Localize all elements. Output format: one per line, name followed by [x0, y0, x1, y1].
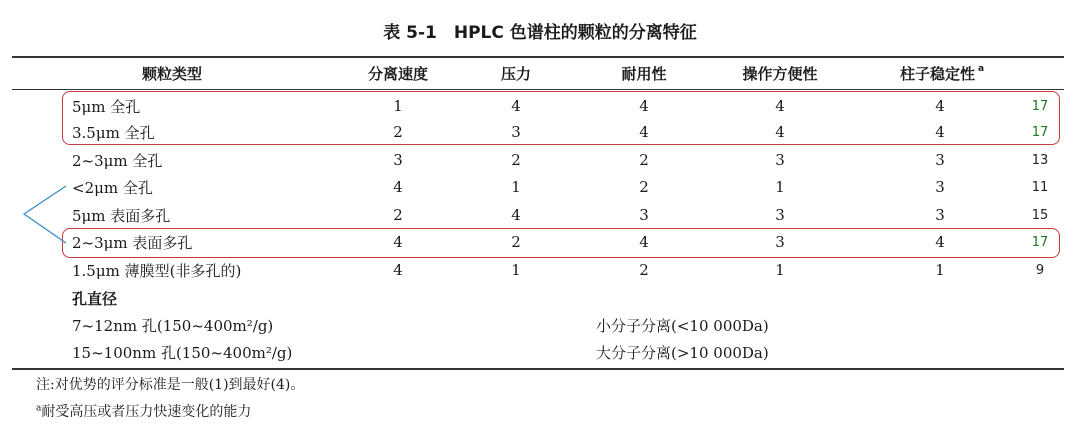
header-ease-label: 操作方便性 [742, 64, 818, 83]
cell-ease: 4 [775, 123, 785, 141]
table-row [0, 119, 1080, 145]
header-pressure-label: 压力 [500, 64, 531, 83]
pore-row [0, 340, 1080, 364]
header-type [72, 60, 272, 86]
table-row [0, 229, 1080, 255]
cell-total-score: 17 [1031, 234, 1049, 250]
cell-type: 1.5μm 薄膜型(非多孔的) [72, 261, 242, 280]
cell-total-score: 17 [1031, 98, 1049, 114]
cell-speed: 4 [393, 233, 403, 251]
cell-durability: 2 [639, 261, 649, 279]
cell-durability: 4 [639, 97, 649, 115]
cell-pressure: 1 [511, 261, 521, 279]
pore-application: 大分子分离(>10 000Da) [596, 343, 769, 362]
table-row [0, 257, 1080, 283]
footnote-stability [36, 401, 251, 421]
table-title: 表 5-1 HPLC 色谱柱的颗粒的分离特征 [383, 23, 697, 43]
cell-speed: 2 [393, 206, 403, 224]
header-speed-label: 分离速度 [367, 64, 428, 83]
cell-type: 3.5μm 全孔 [72, 123, 155, 142]
cell-total-score: 15 [1031, 207, 1049, 223]
cell-stability: 1 [935, 261, 945, 279]
cell-stability: 4 [935, 233, 945, 251]
cell-pressure: 3 [511, 123, 521, 141]
header-ease [720, 60, 840, 86]
header-pressure [456, 60, 576, 86]
cell-speed: 1 [393, 97, 403, 115]
cell-speed: 3 [393, 151, 403, 169]
cell-total-score: 11 [1031, 179, 1049, 195]
cell-pressure: 4 [511, 97, 521, 115]
table-row [0, 174, 1080, 200]
cell-stability: 3 [935, 151, 945, 169]
table-row [0, 93, 1080, 119]
header-stability-footnote-mark: a [977, 64, 985, 74]
header-durability-label: 耐用性 [621, 64, 667, 83]
table-row [0, 202, 1080, 228]
pore-size: 7~12nm 孔(150~400m²/g) [72, 316, 274, 335]
cell-ease: 1 [775, 178, 785, 196]
cell-pressure: 1 [511, 178, 521, 196]
header-stability-label: 柱子稳定性 [899, 64, 975, 83]
cell-stability: 4 [935, 123, 945, 141]
cell-type: 5μm 表面多孔 [72, 206, 171, 225]
cell-type: 5μm 全孔 [72, 97, 141, 116]
pore-size: 15~100nm 孔(150~400m²/g) [72, 343, 293, 362]
cell-ease: 4 [775, 97, 785, 115]
cell-pressure: 2 [511, 233, 521, 251]
bottom-rule [12, 368, 1064, 370]
cell-durability: 4 [639, 233, 649, 251]
cell-durability: 4 [639, 123, 649, 141]
cell-speed: 2 [393, 123, 403, 141]
cell-total-score: 13 [1031, 152, 1049, 168]
cell-stability: 3 [935, 178, 945, 196]
cell-total-score: 17 [1031, 124, 1049, 140]
header-rule [12, 89, 1064, 90]
top-rule [12, 56, 1064, 58]
cell-stability: 3 [935, 206, 945, 224]
cell-speed: 4 [393, 178, 403, 196]
cell-pressure: 4 [511, 206, 521, 224]
cell-durability: 2 [639, 151, 649, 169]
cell-total-score: 9 [1035, 262, 1045, 278]
header-speed [338, 60, 458, 86]
cell-type: 2~3μm 全孔 [72, 151, 163, 170]
footnote-stability-text: 耐受高压或者压力快速变化的能力 [41, 404, 252, 420]
cell-ease: 3 [775, 233, 785, 251]
footnote-mark: a [36, 403, 42, 414]
cell-ease: 3 [775, 151, 785, 169]
header-type-label: 颗粒类型 [141, 64, 202, 83]
pore-application: 小分子分离(<10 000Da) [596, 316, 769, 335]
table-row [0, 147, 1080, 173]
cell-durability: 2 [639, 178, 649, 196]
cell-type: <2μm 全孔 [72, 178, 153, 197]
cell-type: 2~3μm 表面多孔 [72, 233, 193, 252]
cell-durability: 3 [639, 206, 649, 224]
cell-ease: 3 [775, 206, 785, 224]
cell-stability: 4 [935, 97, 945, 115]
header-stability [874, 60, 1010, 86]
pore-row [0, 313, 1080, 337]
footnote-scoring: 注:对优势的评分标准是一般(1)到最好(4)。 [36, 377, 305, 393]
cell-ease: 1 [775, 261, 785, 279]
cell-pressure: 2 [511, 151, 521, 169]
header-durability [584, 60, 704, 86]
pore-diameter-heading: 孔直径 [72, 289, 118, 308]
cell-speed: 4 [393, 261, 403, 279]
